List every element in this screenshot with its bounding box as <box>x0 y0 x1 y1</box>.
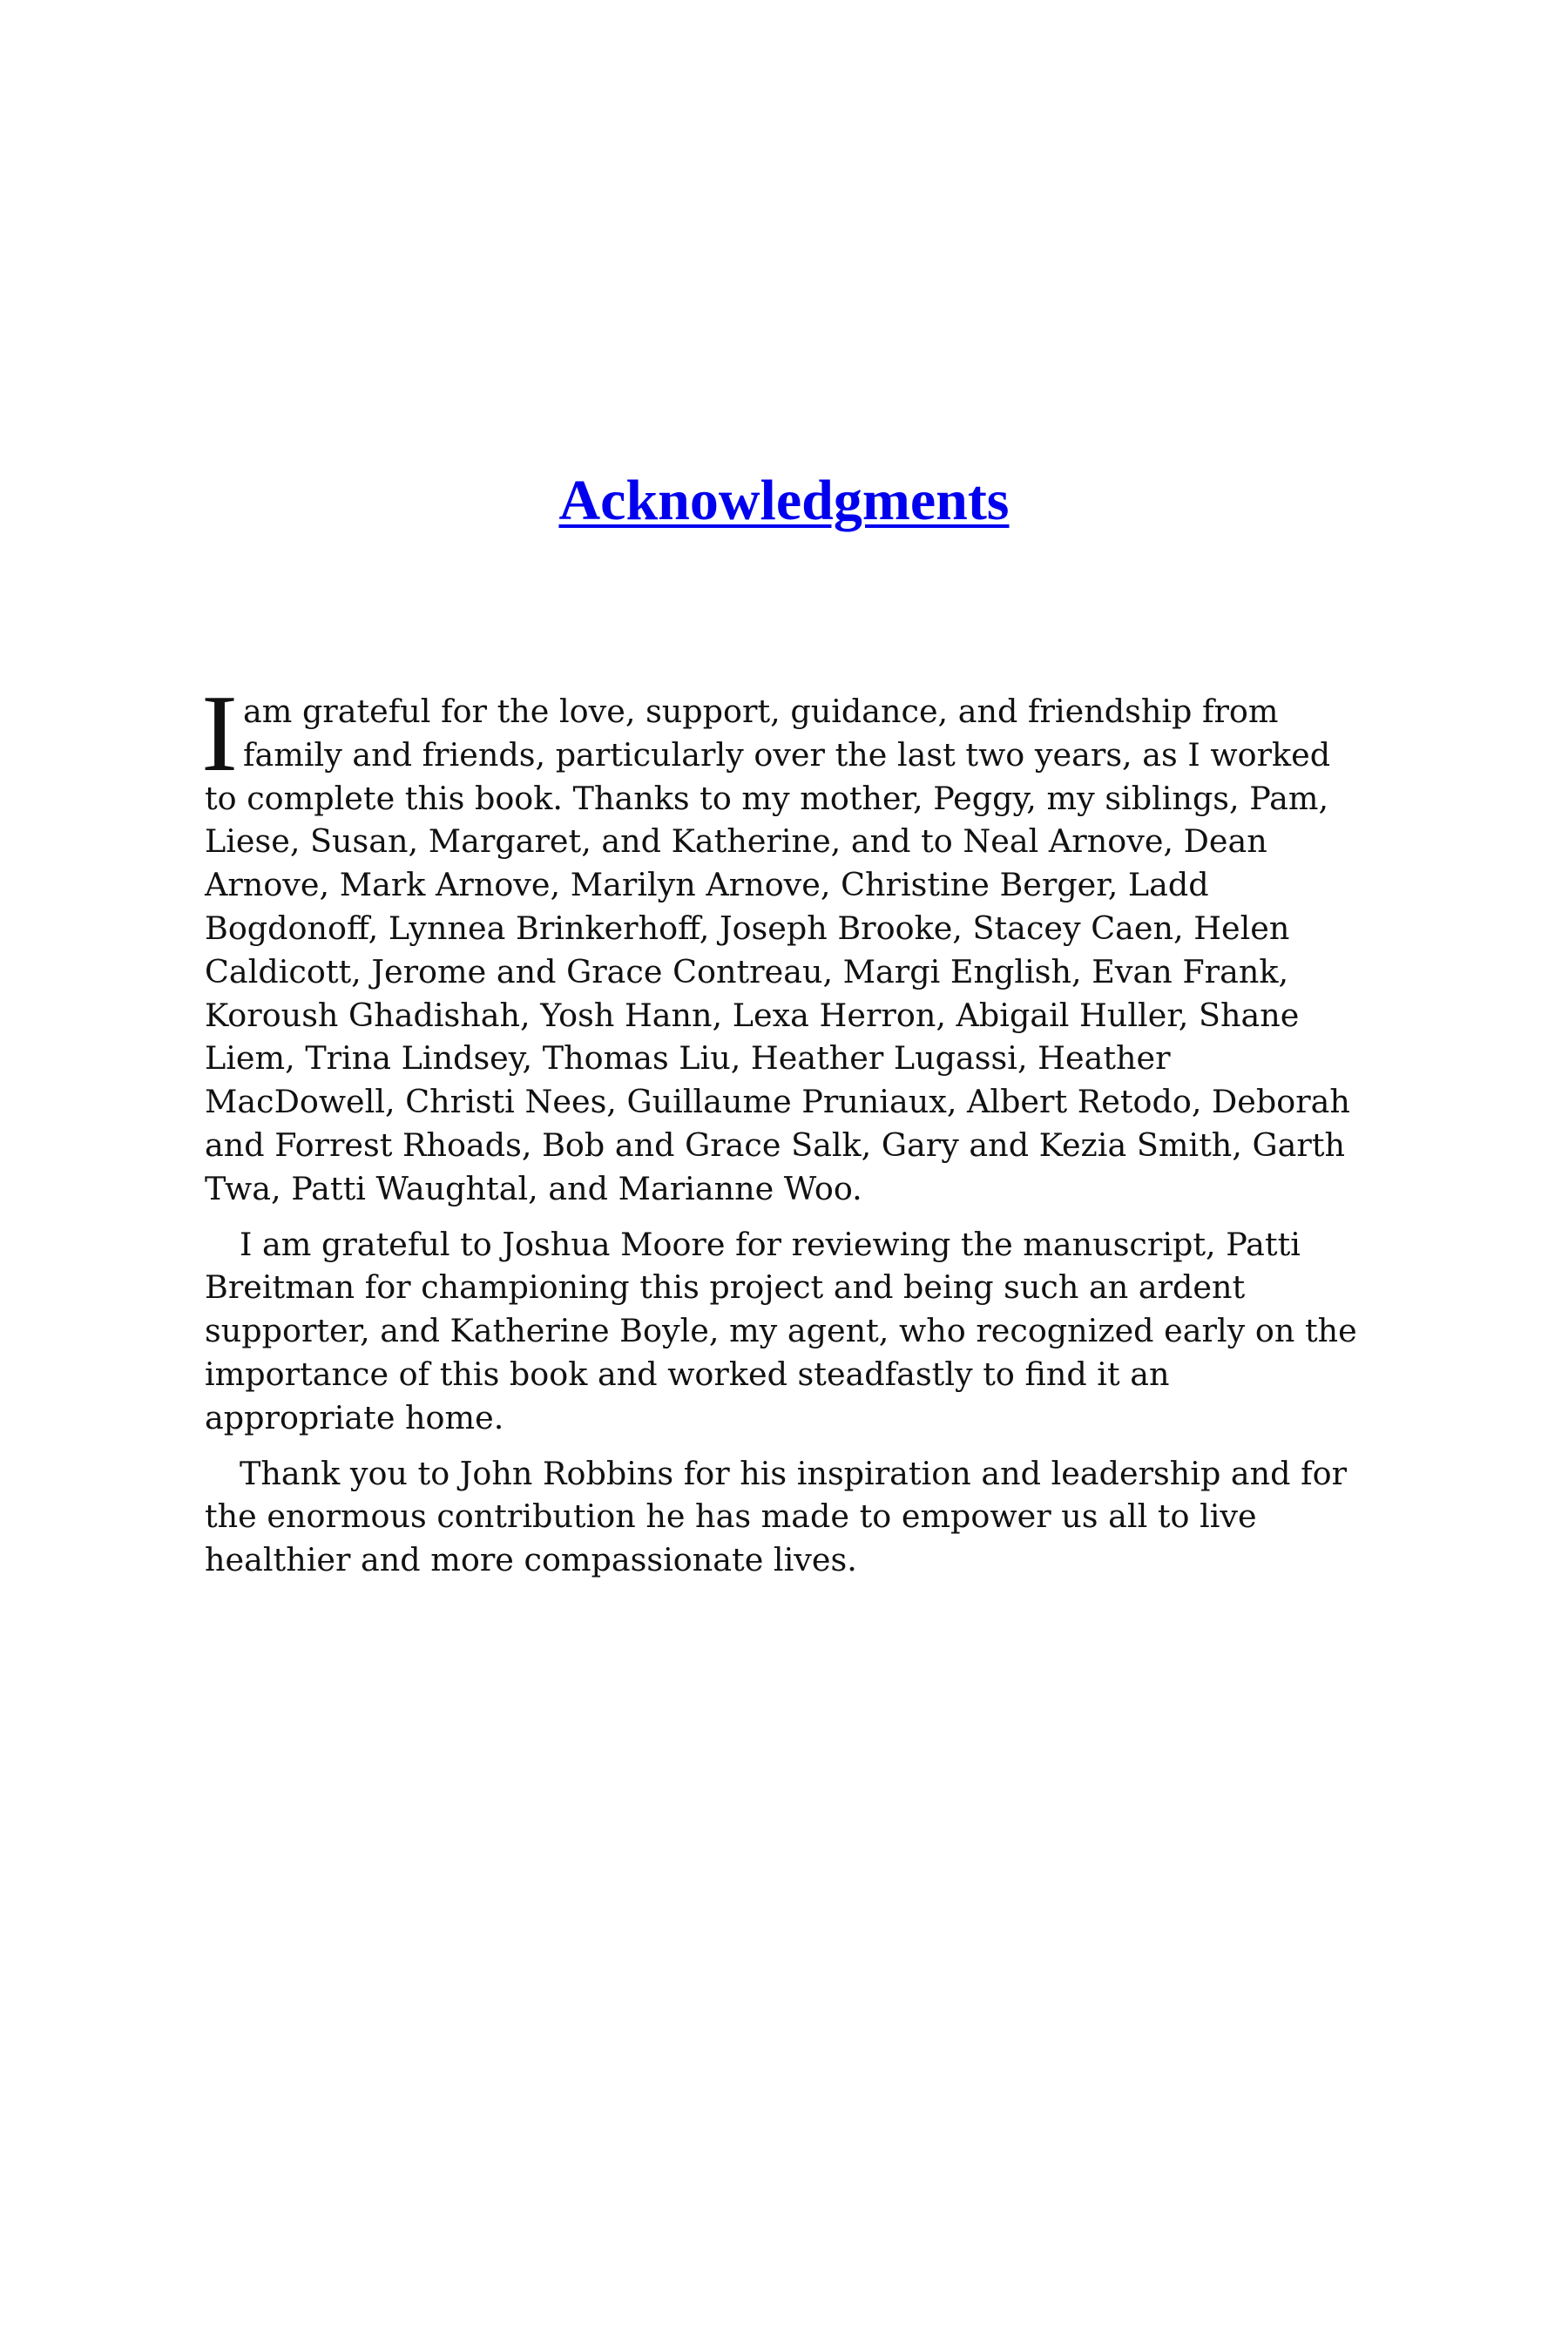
paragraph-2: I am grateful to Joshua Moore for reviewing the manuscript, Patti Breitman for championing this project and being such an ardent supporter, and Katherine Boyle, my agent, who recognized early on the importance of this book and worked steadfastly to find it an appropriate home. <box>205 1225 1357 1436</box>
page-title <box>0 462 1568 540</box>
paragraph-1 <box>201 673 1368 1211</box>
title-link[interactable]: Acknowledgments <box>558 469 1010 532</box>
acknowledgments-body <box>201 673 1368 1594</box>
paragraph-1-text: am grateful for the love, support, guidance, and friendship from family and friends, particularly over the last two years, as I worked to complete this book. Thanks to my mother, Peggy, my siblings, Pam, Liese, Susan, Margaret, and Katherine, and to Neal Arnove, Dean Arnove, Mark Arnove, Marilyn Arnove, Christine Berger, Ladd Bogdonoff, Lynnea Brinkerhoff, Joseph Brooke, Stacey Caen, Helen Caldicott, Jerome and Grace Contreau, Margi English, Evan Frank, Koroush Ghadishah, Yosh Hann, Lexa Herron, Abigail Huller, Shane Liem, Trina Lindsey, Thomas Liu, Heather Lugassi, Heather MacDowell, Christi Nees, Guillaume Pruniaux, Albert Retodo, Deborah and Forrest Rhoads, Bob and Grace Salk, Gary and Kezia Smith, Garth Twa, Patti Waughtal, and Marianne Woo. <box>205 693 1350 1207</box>
paragraph-3: Thank you to John Robbins for his inspiration and leadership and for the enormous contribution he has made to empower us all to live healthier and more compassionate lives. <box>205 1454 1348 1579</box>
drop-cap: I <box>201 673 238 794</box>
